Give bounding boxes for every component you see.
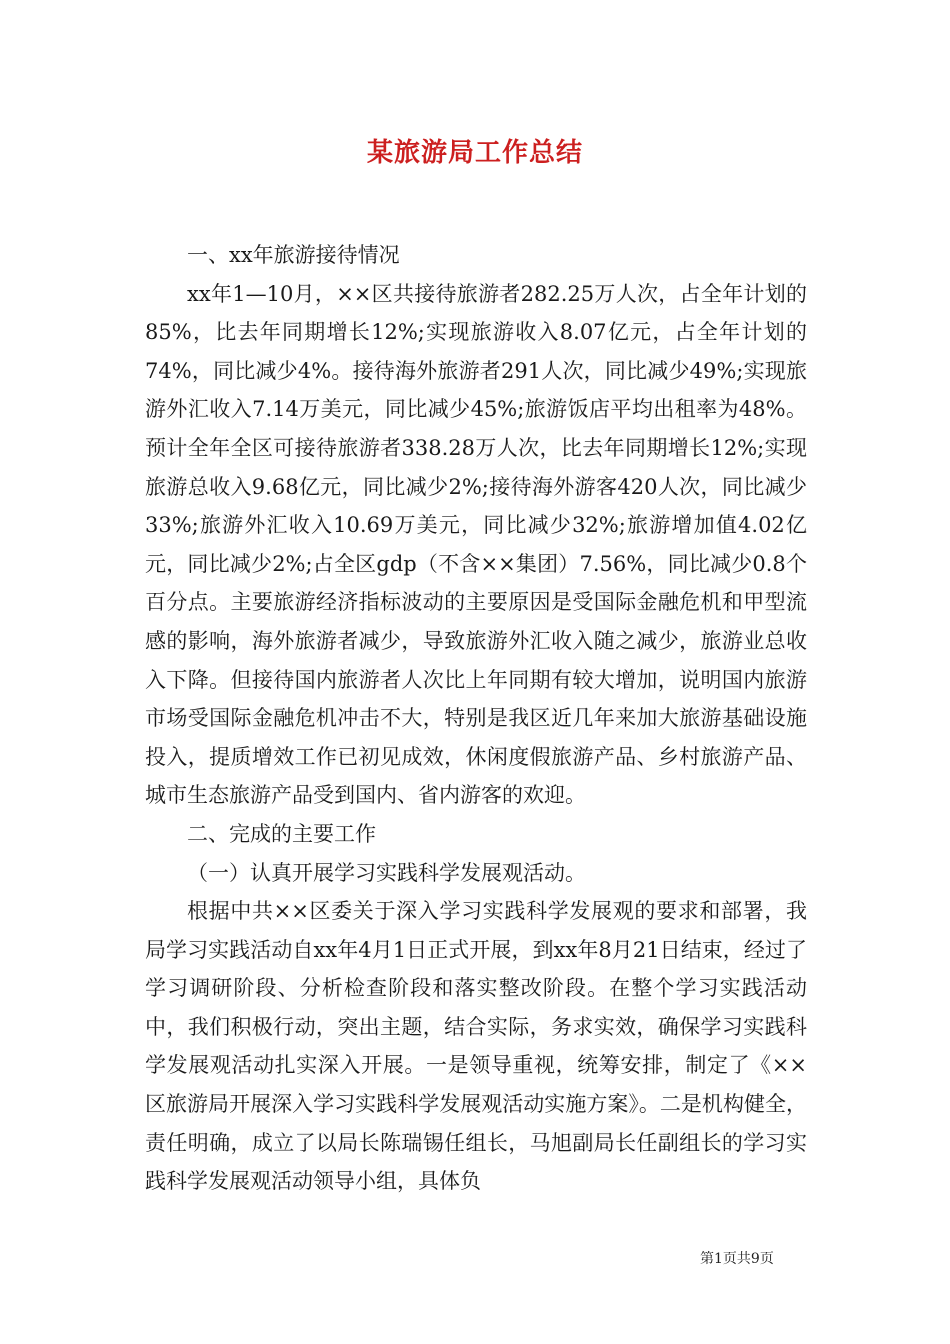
body-paragraph: 根据中共××区委关于深入学习实践科学发展观的要求和部署，我局学习实践活动自xx年4月1日正式开展，到xx年8月21日结束，经过了学习调研阶段、分析检查阶段和落实整改阶段。在整个学习实践活动中，我们积极行动，突出主题，结合实际，务求实效，确保学习实践科学发展观活动扎实深入开展。一是领导重视，统筹安排，制定了《××区旅游局开展深入学习实践科学发展观活动实施方案》。二是机构健全，责任明确，成立了以局长陈瑞锡任组长，马旭副局长任副组长的学习实践科学发展观活动领导小组，具体负 <box>145 899 807 1194</box>
subsection-heading: （一）认真开展学习实践科学发展观活动。 <box>187 860 586 885</box>
page-number: 第1页共9页 <box>700 1251 774 1267</box>
section-heading: 二、完成的主要工作 <box>187 821 376 846</box>
section-heading: 一、xx年旅游接待情况 <box>187 243 400 267</box>
body-paragraph: xx年1—10月，××区共接待旅游者282.25万人次，占全年计划的85%，比去年同期增长12%;实现旅游收入8.07亿元，占全年计划的74%，同比减少4%。接待海外旅游者291人次，同比减少49%;实现旅游外汇收入7.14万美元，同比减少45%;旅游饭店平均出租率为48%。预计全年全区可接待旅游者338.28万人次，比去年同期增长12%;实现旅游总收入9.68亿元，同比减少2%;接待海外游客420人次，同比减少33%;旅游外汇收入10.69万美元，同比减少32%;旅游增加值4.02亿元，同比减少2%;占全区gdp（不含××集团）7.56%，同比减少0.8个百分点。主要旅游经济指标波动的主要原因是受国际金融危机和甲型流感的影响，海外旅游者减少，导致旅游外汇收入随之减少，旅游业总收入下降。但接待国内旅游者人次比上年同期有较大增加，说明国内旅游市场受国际金融危机冲击不大，特别是我区近几年来加大旅游基础设施投入，提质增效工作已初见成效，休闲度假旅游产品、乡村旅游产品、城市生态旅游产品受到国内、省内游客的欢迎。 <box>145 281 807 808</box>
page-title: 某旅游局工作总结 <box>366 138 583 168</box>
document-body <box>145 236 807 1201</box>
